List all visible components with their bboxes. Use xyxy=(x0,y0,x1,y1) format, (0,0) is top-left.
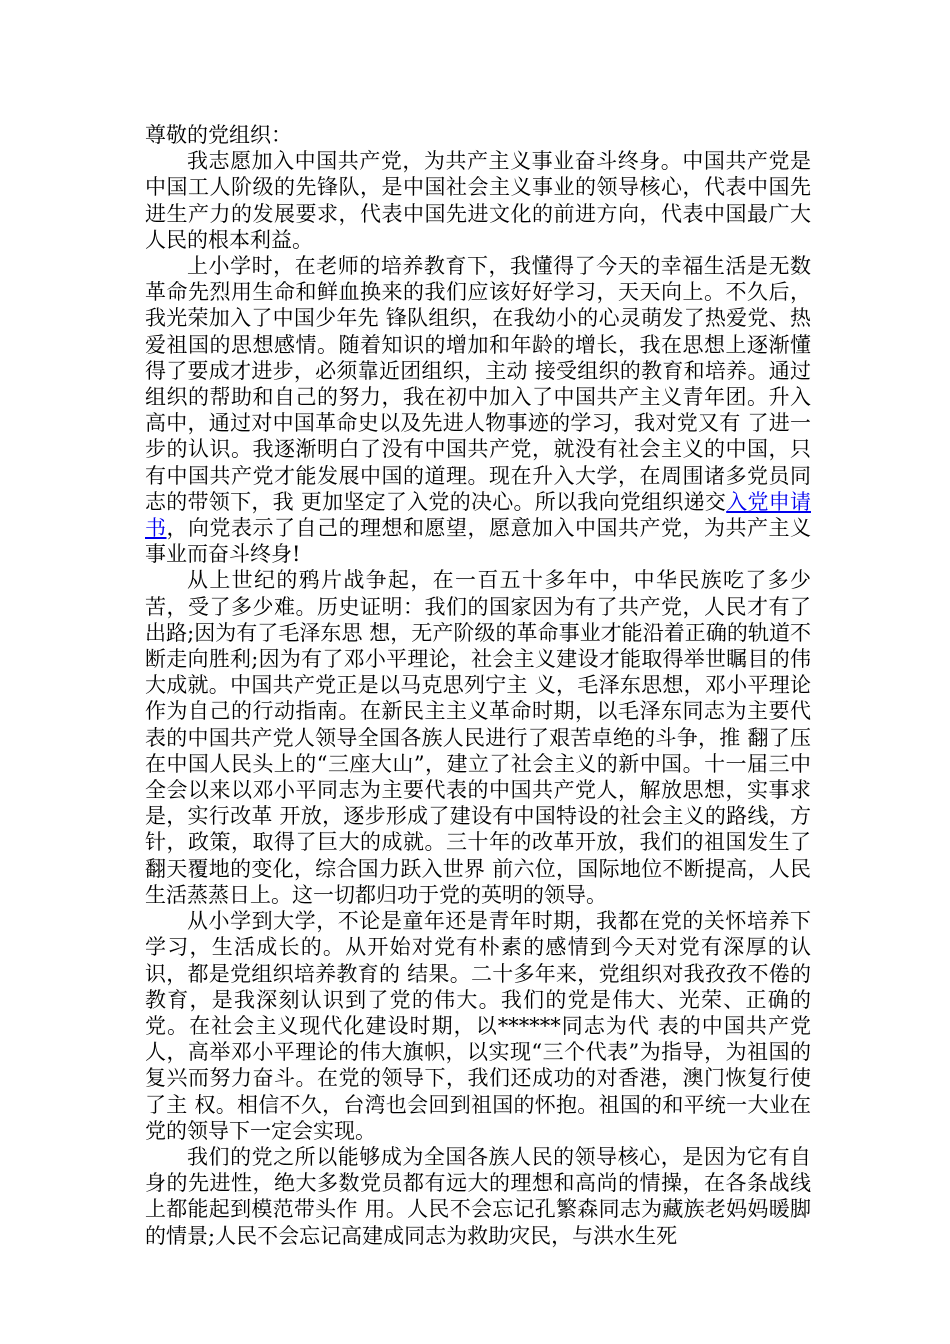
salutation: 尊敬的党组织： xyxy=(145,123,292,147)
paragraph-1: 我志愿加入中国共产党，为共产主义事业奋斗终身。中国共产党是中国工人阶级的先锋队，是中国社会主义事业的领导核心，代表中国先进生产力的发展要求，代表中国先进文化的前进方向，代表中国最广大人民的根本利益。 xyxy=(145,149,811,252)
paragraph-2-text-before: 上小学时，在老师的培养教育下，我懂得了今天的幸福生活是无数革命先烈用生命和鲜血换来的我们应该好好学习，天天向上。不久后，我光荣加入了中国少年先 锋队组织，在我幼小的心灵萌发了热爱党、热爱祖国的思想感情。随着知识的增加和年龄的增长，我在思想上逐渐懂得了要成才进步，必须靠近团组织，主动 接受组织的教育和培养。通过组织的帮助和自己的努力，我在初中加入了中国共产主义青年团。升入高中，通过对中国革命史以及先进人物事迹的学习，我对党又有 了进一步的认识。我逐渐明白了没有中国共产党，就没有社会主义的中国，只有中国共产党才能发展中国的道理。现在升入大学，在周围诸多党员同志的带领下，我 更加坚定了入党的决心。所以我向党组织递交 xyxy=(145,254,811,514)
application-letter-link[interactable]: 入党申请书 xyxy=(145,489,811,541)
paragraph-3: 从上世纪的鸦片战争起，在一百五十多年中，中华民族吃了多少苦，受了多少难。历史证明：我们的国家因为有了共产党，人民才有了出路;因为有了毛泽东思 想，无产阶级的革命事业才能沿着正确的轨道不断走向胜利;因为有了邓小平理论，社会主义建设才能取得举世瞩目的伟大成就。中国共产党正是以马克思列宁主 义，毛泽东思想，邓小平理论作为自己的行动指南。在新民主主义革命时期，以毛泽东同志为主要代表的中国共产党人领导全国各族人民进行了艰苦卓绝的斗争，推 翻了压在中国人民头上的“三座大山”，建立了社会主义的新中国。十一届三中全会以来以邓小平同志为主要代表的中国共产党人，解放思想，实事求是，实行改革 开放，逐步形成了建设有中国特设的社会主义的路线，方针，政策，取得了巨大的成就。三十年的改革开放，我们的祖国发生了翻天覆地的变化，综合国力跃入世界 前六位，国际地位不断提高，人民生活蒸蒸日上。这一切都归功于党的英明的领导。 xyxy=(145,568,811,907)
paragraph-5: 我们的党之所以能够成为全国各族人民的领导核心，是因为它有自身的先进性，绝大多数党员都有远大的理想和高尚的情操，在各条战线上都能起到模范带头作 用。人民不会忘记孔繁森同志为藏族老妈妈暖脚的情景;人民不会忘记高建成同志为救助灾民，与洪水生死 xyxy=(145,1144,811,1248)
paragraph-2-text-after: ，向党表示了自己的理想和愿望，愿意加入中国共产党，为共产主义事业而奋斗终身! xyxy=(145,516,811,567)
paragraph-2 xyxy=(145,253,811,567)
letter-body xyxy=(145,122,811,1249)
paragraph-4: 从小学到大学，不论是童年还是青年时期，我都在党的关怀培养下学习，生活成长的。从开始对党有朴素的感情到今天对党有深厚的认识，都是党组织培养教育的 结果。二十多年来，党组织对我孜孜不倦的教育，是我深刻认识到了党的伟大。我们的党是伟大、光荣、正确的党。在社会主义现代化建设时期，以******同志为代 表的中国共产党人，高举邓小平理论的伟大旗帜，以实现“三个代表”为指导，为祖国的复兴而努力奋斗。在党的领导下，我们还成功的对香港，澳门恢复行使了主 权。相信不久，台湾也会回到祖国的怀抱。祖国的和平统一大业在党的领导下一定会实现。 xyxy=(145,909,811,1143)
